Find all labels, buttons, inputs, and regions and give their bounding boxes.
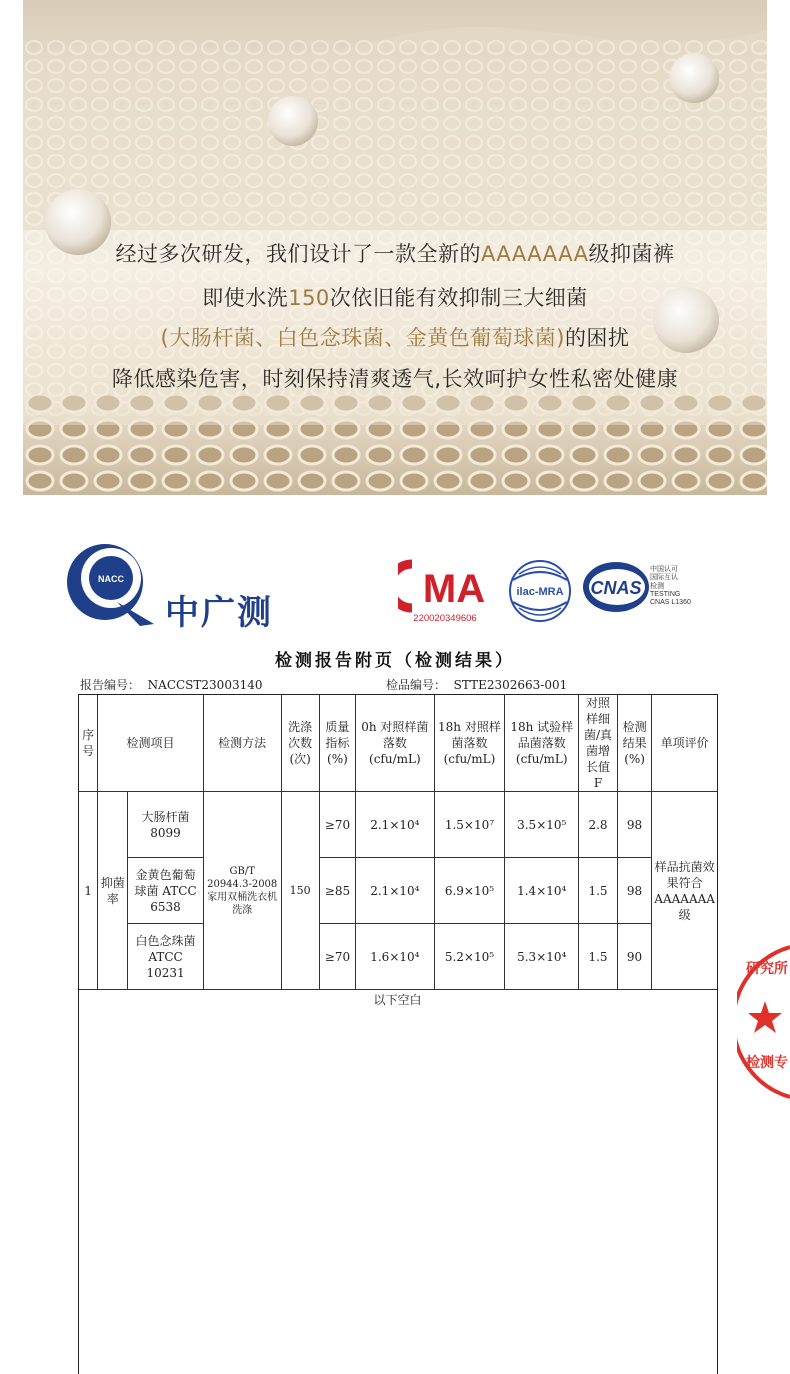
stamp-bottom-text: 检测专 [746,1055,788,1071]
cnas-side-line: TESTING [650,590,681,598]
blank-below-note: 以下空白 [373,993,422,1007]
growth-cell: 1.5 [579,924,618,990]
t18-cell: 3.5×10⁵ [505,792,579,858]
c18-cell: 6.9×10⁵ [434,858,505,924]
table-header-row [79,695,717,792]
c18-cell: 5.2×10⁵ [434,924,505,990]
cnas-side-line: CNAS L1360 [650,599,691,607]
banner-line-2: 即使水洗150次依旧能有效抑制三大细菌 [202,286,588,310]
cnas-text: CNAS [590,578,642,598]
banner-line-1: 经过多次研发，我们设计了一款全新的AAAAAAA级抑菌裤 [115,242,675,266]
report-number: 报告编号： NACCST23003140 [80,678,263,692]
table-row [79,858,717,924]
banner-line-4: 降低感染危害，时刻保持清爽透气,长效呵护女性私密处健康 [111,367,679,391]
result-cell: 98 [617,792,651,858]
t18-cell: 1.4×10⁴ [505,858,579,924]
item-cell: 大肠杆菌 8099 [128,792,203,858]
cnas-side-line: 国际互认 [650,574,678,582]
sample-number: 检品编号： STTE2302663-001 [386,678,568,692]
result-cell: 98 [617,858,651,924]
cnas-side-line: 检测 [650,582,664,590]
th-18h-control: 18h 对照样菌落数(cfu/mL) [434,695,505,792]
table-row [79,792,717,858]
th-evaluation: 单项评价 [652,695,717,792]
c18-cell: 1.5×10⁷ [434,792,505,858]
th-seq: 序号 [79,695,98,792]
quality-cell: ≥85 [319,858,356,924]
t18-cell: 5.3×10⁴ [505,924,579,990]
cma-text: MA [422,567,486,611]
nacc-name: 中广测 [165,593,273,633]
th-0h: 0h 对照样菌落数(cfu/mL) [356,695,434,792]
c0-cell: 2.1×10⁴ [356,858,434,924]
th-item: 检测项目 [98,695,203,792]
growth-cell: 1.5 [579,858,618,924]
th-quality: 质量指标(%) [319,695,356,792]
cma-number: 220020349606 [413,613,477,624]
method-cell: GB/T 20944.3-2008 家用双桶洗衣机洗涤 [203,792,281,990]
growth-cell: 2.8 [579,792,618,858]
item-cell: 金黄色葡萄球菌 ATCC 6538 [128,858,203,924]
seq-cell: 1 [79,792,98,990]
quality-cell: ≥70 [319,924,356,990]
th-growth: 对照样细菌/真菌增长值 F [579,695,618,792]
results-table [79,695,717,990]
category-cell: 抑菌率 [98,792,128,990]
cnas-logo-icon [581,560,651,615]
hero-banner [23,0,767,495]
cma-logo-icon [398,558,493,624]
evaluation-cell: 样品抗菌效果符合AAAAAAA级 [652,792,717,990]
report-title: 检测报告附页（检测结果） [275,651,515,671]
cnas-side-text [650,566,691,607]
nacc-badge-text: NACC [98,574,124,584]
quality-cell: ≥70 [319,792,356,858]
result-cell: 90 [617,924,651,990]
c0-cell: 1.6×10⁴ [356,924,434,990]
stamp-top-text: 研究所 [746,961,788,977]
banner-line-3: (大肠杆菌、白色念珠菌、金黄色葡萄球菌)的困扰 [160,326,630,350]
th-washes: 洗涤次数(次) [281,695,319,792]
washes-cell: 150 [281,792,319,990]
cnas-side-line: 中国认可 [650,566,678,573]
th-18h-test: 18h 试验样品菌落数(cfu/mL) [505,695,579,792]
ilac-text: ilac-MRA [516,586,564,598]
official-stamp-icon [737,945,790,1100]
th-method: 检测方法 [203,695,281,792]
ilac-mra-logo-icon [505,558,575,624]
th-result: 检测结果(%) [617,695,651,792]
table-row [79,924,717,990]
item-cell: 白色念珠菌 ATCC 10231 [128,924,203,990]
c0-cell: 2.1×10⁴ [356,792,434,858]
report-table-frame [78,694,718,1374]
